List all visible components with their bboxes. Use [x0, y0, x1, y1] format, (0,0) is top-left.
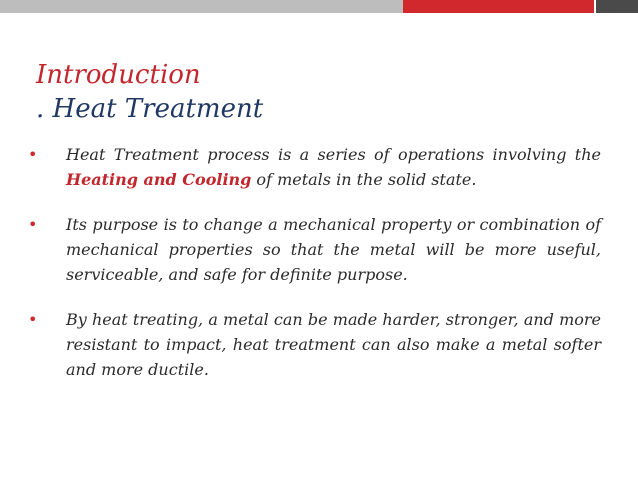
bullet-text: Its purpose is to change a mechanical property or combination of mechanical properties so that the metal will be more useful, serviceable, and safe for definite purpose. — [66, 215, 601, 284]
bullet-icon: • — [28, 145, 38, 164]
top-decorative-bar — [0, 0, 638, 13]
bar-segment-dark — [596, 0, 638, 13]
bullet-item — [26, 307, 601, 382]
bullet-item — [26, 212, 601, 287]
bullet-item — [26, 142, 601, 192]
bullet-list — [26, 142, 601, 402]
slide-title: Introduction — [36, 60, 201, 90]
highlight-text: Heating and Cooling — [66, 170, 252, 189]
slide-title-block — [36, 58, 263, 126]
bar-segment-red — [403, 0, 594, 13]
bullet-text-part: of metals in the solid state. — [251, 170, 477, 189]
bullet-text-part: Heat Treatment process is a series of operations involving the — [66, 145, 601, 164]
bullet-icon: • — [28, 310, 38, 329]
bullet-icon: • — [28, 215, 38, 234]
bar-segment-gray — [0, 0, 403, 13]
bullet-text: By heat treating, a metal can be made harder, stronger, and more resistant to impact, heat treatment can also make a metal softer and more ductile. — [66, 310, 601, 379]
slide-subtitle: . Heat Treatment — [36, 94, 264, 124]
